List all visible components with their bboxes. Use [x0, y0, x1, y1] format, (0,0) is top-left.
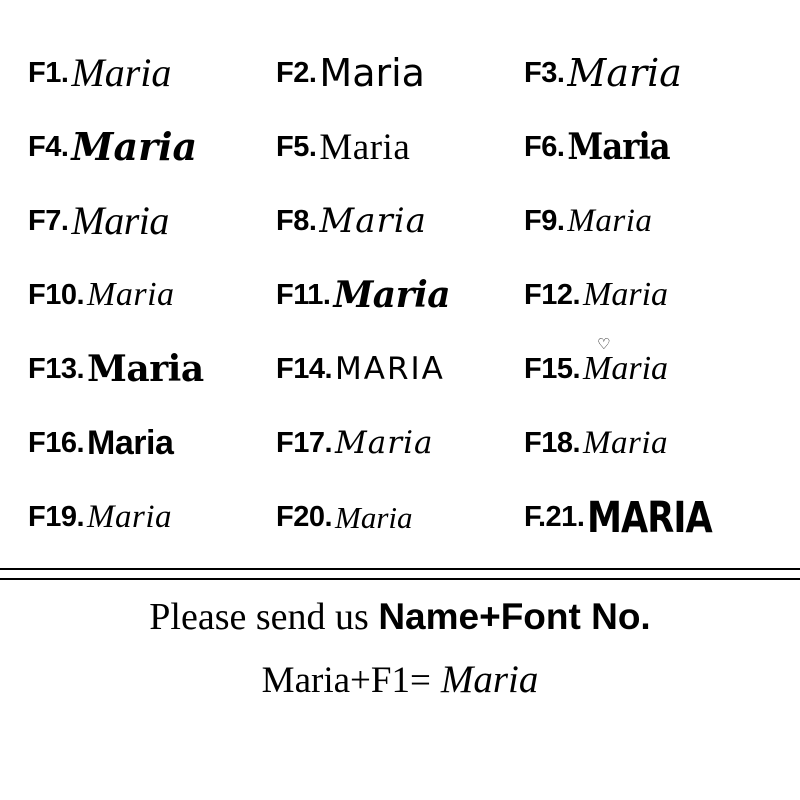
font-sample-text: Maria: [87, 348, 204, 390]
instructions-block: [0, 590, 800, 709]
font-sample-text: Maria: [567, 126, 670, 168]
font-number-label: F8.: [276, 204, 317, 237]
font-option-f5[interactable]: [276, 110, 524, 184]
font-number-label: F20.: [276, 500, 333, 533]
font-sample-text: Maria: [567, 51, 682, 95]
font-sample-text: Maria: [319, 51, 425, 95]
divider-line-bottom: [0, 578, 800, 580]
font-number-label: F19.: [28, 500, 85, 533]
font-option-f3[interactable]: [524, 36, 772, 110]
font-number-label: F4.: [28, 130, 69, 163]
font-sample-text: MARIA: [587, 492, 713, 542]
font-sample-text: Maria: [71, 198, 169, 243]
font-number-label: F7.: [28, 204, 69, 237]
font-option-f15[interactable]: F15. ♡ Maria: [524, 335, 669, 387]
font-number-label: F16.: [28, 426, 85, 459]
font-option-f2[interactable]: [276, 36, 524, 110]
font-sample-text: Maria: [583, 276, 669, 313]
font-number-label: F1.: [28, 56, 69, 89]
font-option-f18[interactable]: [524, 406, 772, 480]
font-option-f16[interactable]: [28, 406, 276, 480]
font-number-label: F10.: [28, 278, 85, 311]
font-option-f19[interactable]: [28, 480, 276, 554]
font-sample-text: Maria: [567, 202, 653, 239]
font-sample-text: MARIA: [335, 350, 445, 387]
font-number-label: F11.: [276, 278, 331, 311]
instruction-prefix: Please send us: [149, 596, 379, 638]
font-number-label: F18.: [524, 426, 581, 459]
font-number-label: F12.: [524, 278, 581, 311]
font-option-f20[interactable]: [276, 480, 524, 554]
font-number-label: F2.: [276, 56, 317, 89]
font-option-f10[interactable]: [28, 258, 276, 332]
font-sample-text: Maria: [583, 350, 669, 387]
font-number-label: F13.: [28, 352, 85, 385]
font-sample-text: Maria: [319, 126, 411, 168]
font-option-f14[interactable]: [276, 332, 524, 406]
font-number-label: F3.: [524, 56, 565, 89]
font-sample-text: Maria: [583, 424, 669, 461]
font-option-f13[interactable]: [28, 332, 276, 406]
font-options-grid: [28, 36, 772, 554]
divider-line-top: [0, 568, 800, 570]
font-option-f9[interactable]: [524, 184, 772, 258]
font-option-f12[interactable]: [524, 258, 772, 332]
instruction-example: [0, 652, 800, 709]
instruction-line: [0, 590, 800, 644]
example-prefix: Maria+F1=: [261, 660, 431, 701]
font-number-label: F9.: [524, 204, 565, 237]
font-option-f17[interactable]: [276, 406, 524, 480]
font-number-label: F5.: [276, 130, 317, 163]
example-sample: Maria: [440, 658, 539, 701]
font-number-label: F6.: [524, 130, 565, 163]
font-option-f8[interactable]: [276, 184, 524, 258]
font-option-f21[interactable]: [524, 480, 772, 554]
font-option-f7[interactable]: [28, 184, 276, 258]
font-sample-text: Maria: [87, 424, 174, 462]
font-number-label: F14.: [276, 352, 333, 385]
font-sample-text: Maria: [87, 498, 173, 535]
font-option-f4[interactable]: [28, 110, 276, 184]
font-sample-text: Maria: [333, 274, 451, 316]
font-sample-text: Maria: [335, 499, 413, 535]
font-option-f1[interactable]: [28, 36, 276, 110]
font-sample-text: Maria: [319, 201, 427, 241]
font-number-label: F15.: [524, 352, 581, 385]
font-number-label: F17.: [276, 426, 333, 459]
font-option-f6[interactable]: [524, 110, 772, 184]
font-sample-text: Maria: [87, 276, 175, 313]
font-sample-text: Maria: [71, 124, 198, 169]
instruction-emphasis: Name+Font No.: [378, 596, 651, 637]
font-option-f11[interactable]: [276, 258, 524, 332]
font-number-label: F.21.: [524, 500, 585, 533]
font-sample-text: Maria: [71, 50, 172, 95]
font-sample-text: Maria: [335, 424, 434, 461]
